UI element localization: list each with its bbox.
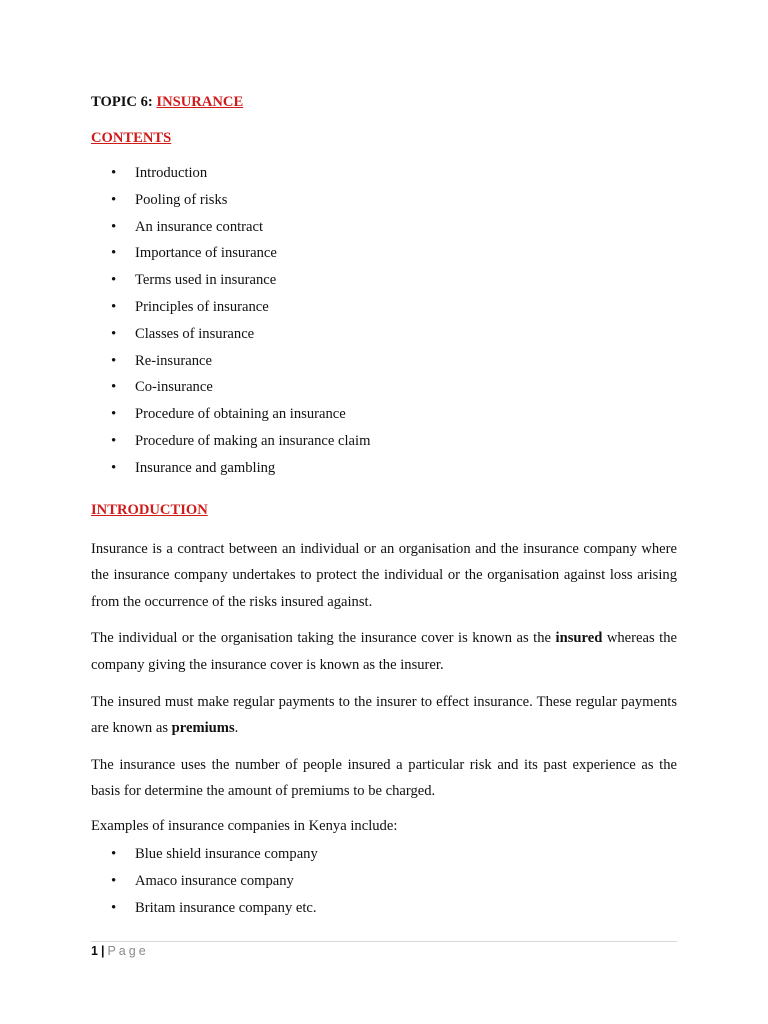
- bullet-icon: •: [111, 325, 117, 342]
- list-item: • Principles of insurance: [111, 298, 269, 315]
- topic-prefix: TOPIC 6:: [91, 94, 157, 110]
- list-item: • Co-insurance: [111, 379, 213, 396]
- bullet-icon: •: [111, 272, 117, 289]
- list-item: • Amaco insurance company: [111, 872, 294, 889]
- examples-list: [91, 845, 677, 925]
- list-item: • Introduction: [111, 165, 208, 181]
- list-item: • Blue shield insurance company: [111, 845, 318, 862]
- introduction-heading: INTRODUCTION: [91, 501, 208, 518]
- bullet-icon: •: [111, 459, 117, 476]
- list-item: • Classes of insurance: [111, 325, 255, 342]
- paragraph-insured: The individual or the organisation taking the insurance cover is known as the insured whereas the company giving the insurance cover is known as the insurer.: [91, 630, 677, 673]
- page-label: Page: [107, 944, 149, 958]
- contents-heading: CONTENTS: [91, 130, 172, 146]
- topic-heading: [91, 92, 677, 112]
- page-number: 1: [91, 944, 98, 958]
- term-insured: insured: [555, 630, 603, 647]
- list-item: • Re-insurance: [111, 352, 212, 369]
- list-item: • Britam insurance company etc.: [111, 899, 317, 916]
- bullet-icon: •: [111, 352, 117, 369]
- paragraph-premiums: The insured must make regular payments to the insurer to effect insurance. These regular payments are known as premiums.: [91, 693, 677, 737]
- bullet-icon: •: [111, 191, 117, 208]
- bullet-icon: •: [111, 899, 117, 916]
- term-premiums: premiums: [171, 720, 235, 737]
- list-item: • An insurance contract: [111, 218, 264, 235]
- bullet-icon: •: [111, 165, 117, 181]
- contents-list: [91, 164, 677, 486]
- footer-separator: |: [100, 944, 105, 958]
- document-page: [91, 92, 677, 925]
- bullet-icon: •: [111, 432, 117, 449]
- paragraph-examples-intro: Examples of insurance companies in Kenya include:: [91, 817, 398, 834]
- bullet-icon: •: [111, 218, 117, 235]
- bullet-icon: •: [111, 245, 117, 262]
- list-item: • Procedure of obtaining an insurance: [111, 406, 346, 423]
- bullet-icon: •: [111, 298, 117, 315]
- bullet-icon: •: [111, 406, 117, 423]
- list-item: • Importance of insurance: [111, 245, 277, 262]
- bullet-icon: •: [111, 845, 117, 862]
- bullet-icon: •: [111, 872, 117, 889]
- list-item: • Insurance and gambling: [111, 459, 276, 476]
- list-item: • Pooling of risks: [111, 191, 228, 208]
- paragraph-basis: The insurance uses the number of people insured a particular risk and its past experience as the basis for determine the amount of premiums to be charged.: [91, 756, 677, 800]
- bullet-icon: •: [111, 379, 117, 396]
- paragraph-definition: Insurance is a contract between an individual or an organisation and the insurance company where the insurance company undertakes to protect the individual or the organisation against loss arising from the occurrence of the risks insured against.: [91, 540, 677, 610]
- list-item: • Terms used in insurance: [111, 272, 277, 289]
- list-item: • Procedure of making an insurance claim: [111, 432, 371, 449]
- topic-title: INSURANCE: [156, 94, 244, 110]
- page-footer: [91, 941, 677, 958]
